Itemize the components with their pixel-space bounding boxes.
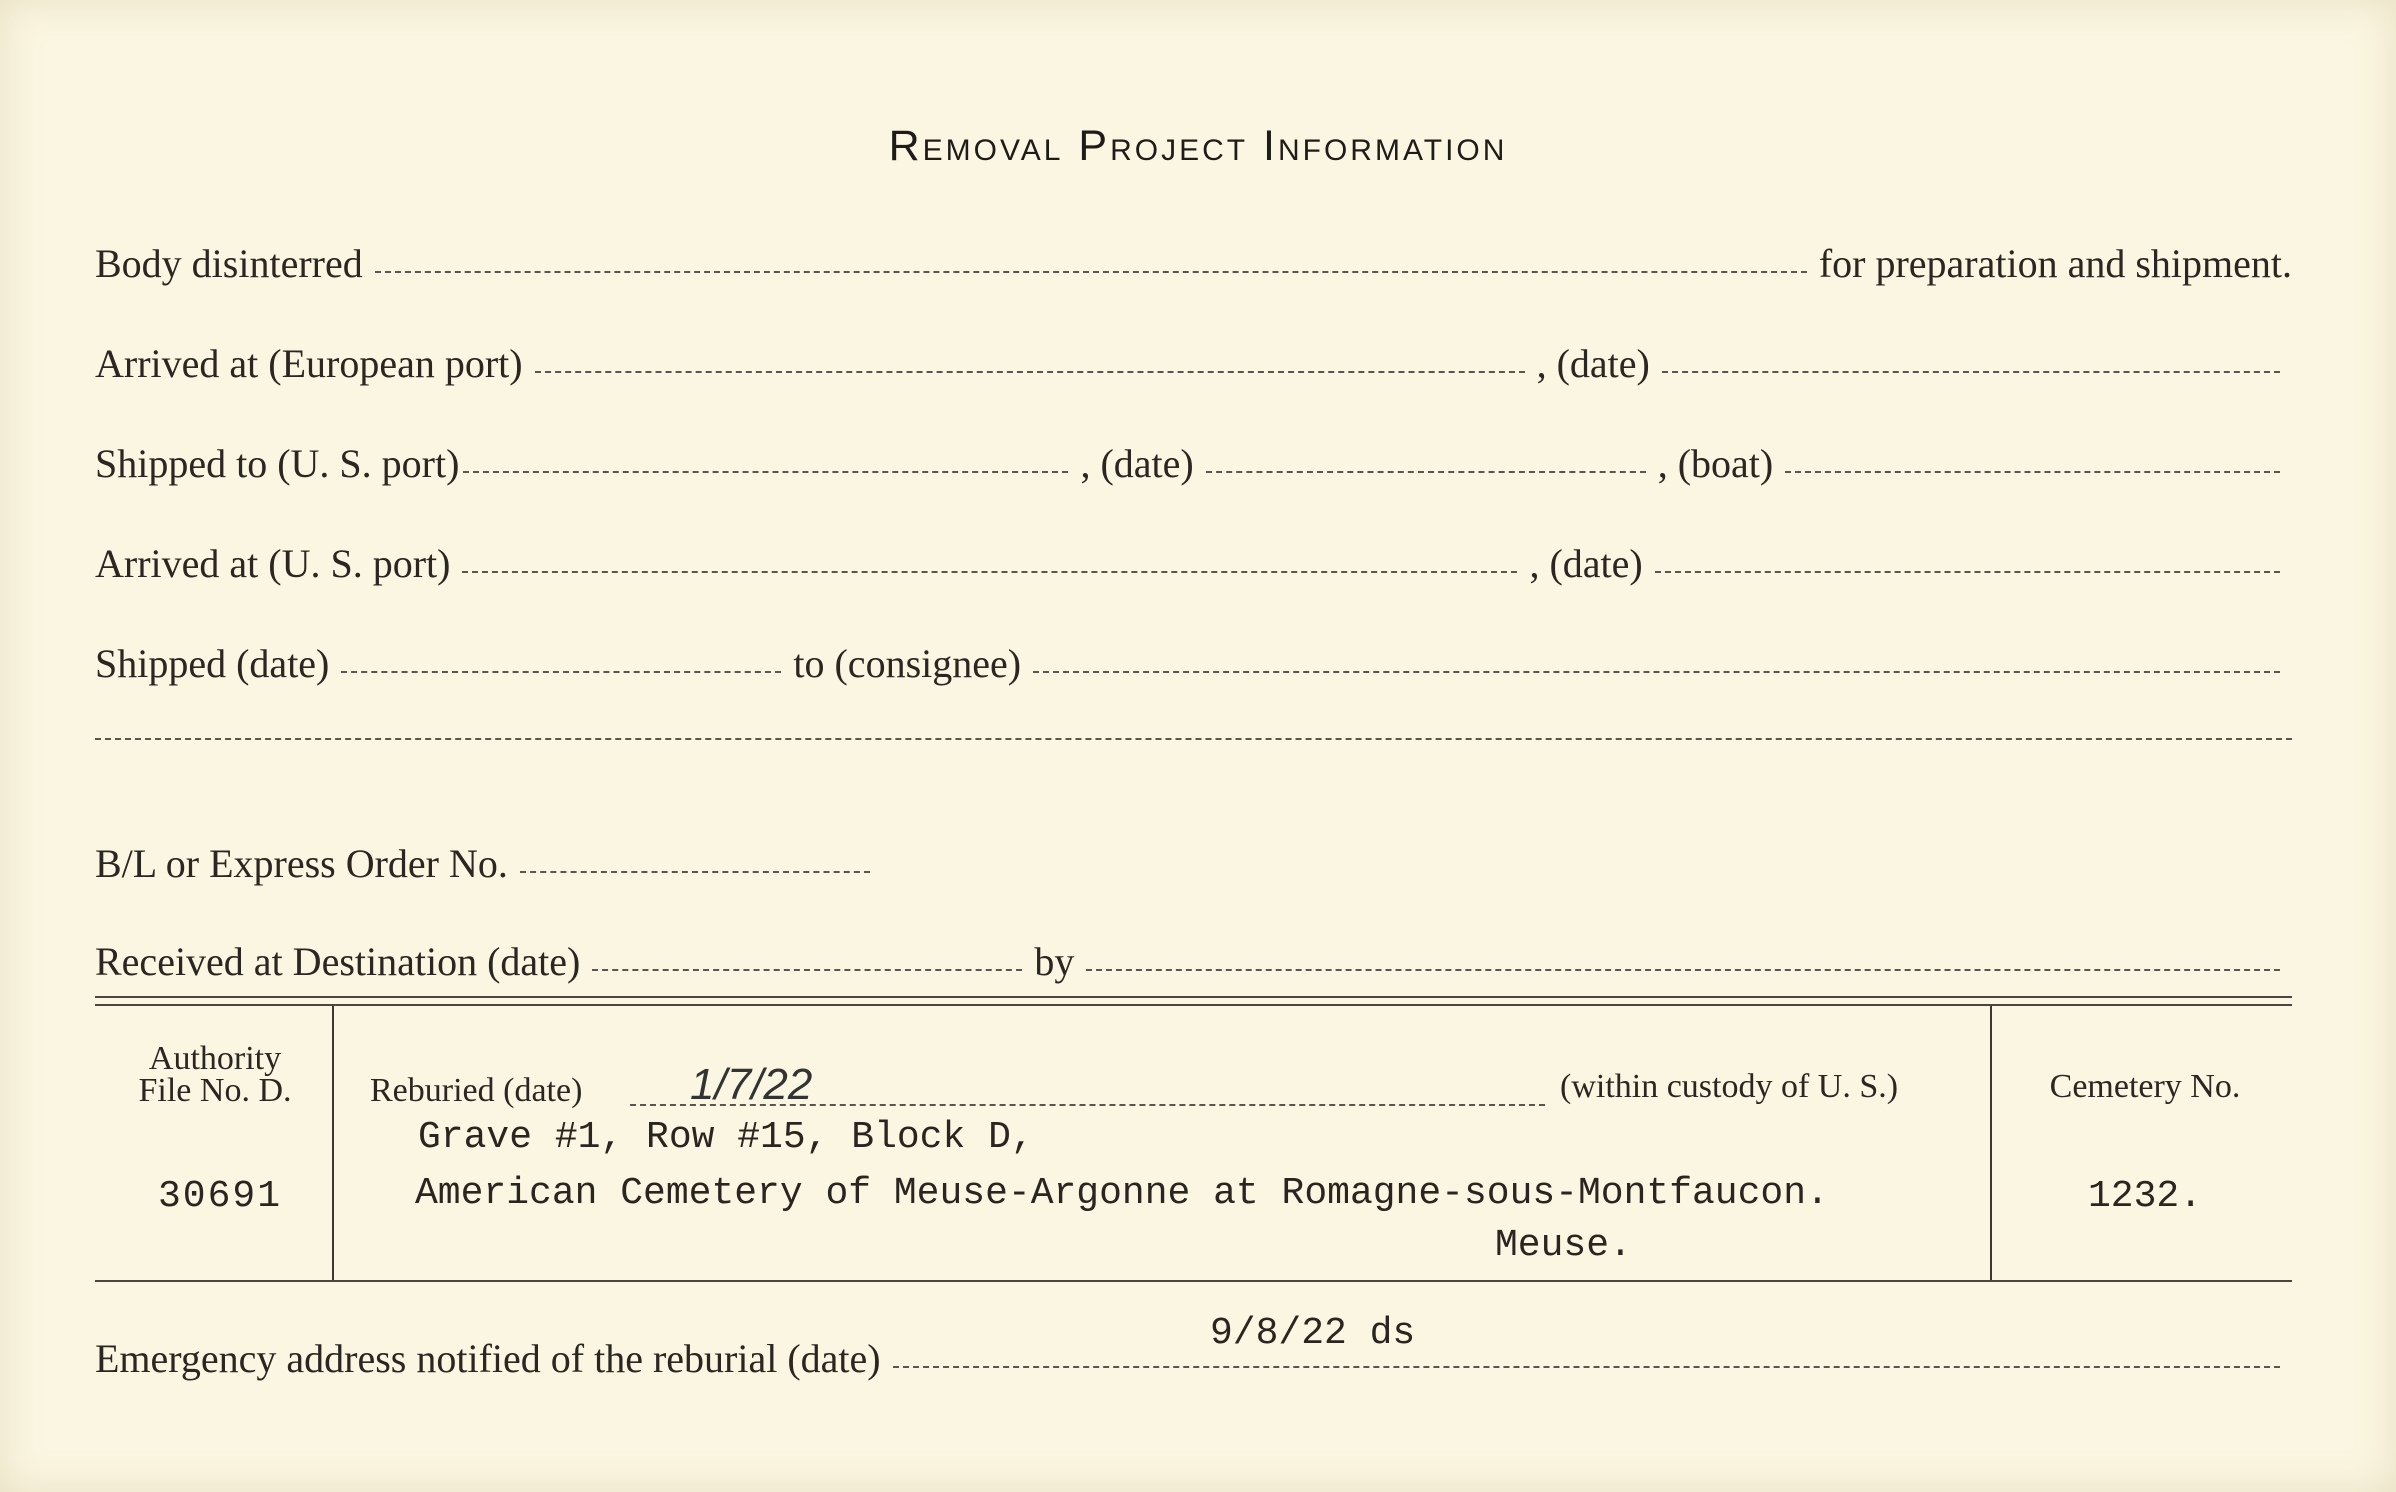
table-bottom-rule xyxy=(95,1280,2292,1282)
date1-field[interactable] xyxy=(1662,371,2280,373)
row-shipped-us xyxy=(95,440,2292,487)
arrived-us-label: Arrived at (U. S. port) xyxy=(95,541,451,586)
blank-field[interactable] xyxy=(95,738,2292,740)
date3-label: , (date) xyxy=(1529,541,1643,586)
row-emergency xyxy=(95,1335,2292,1382)
meuse-line: Meuse. xyxy=(1495,1224,1632,1267)
file-no-value: 30691 xyxy=(157,1175,283,1218)
authority-label: Authority xyxy=(148,1040,282,1077)
date3-field[interactable] xyxy=(1655,571,2280,573)
body-disinterred-field[interactable] xyxy=(375,271,1807,273)
row-arrived-european xyxy=(95,340,2292,387)
arrived-european-label: Arrived at (European port) xyxy=(95,341,523,386)
consignee-field[interactable] xyxy=(1033,671,2280,673)
date1-label: , (date) xyxy=(1536,341,1650,386)
grave-line: Grave #1, Row #15, Block D, xyxy=(418,1116,1034,1159)
arrived-european-field[interactable] xyxy=(535,371,1525,373)
table-divider-left xyxy=(332,1006,334,1280)
reburied-label: Reburied (date) xyxy=(370,1072,583,1109)
custody-label: (within custody of U. S.) xyxy=(1560,1068,1899,1105)
cemetery-no-value: 1232. xyxy=(2087,1175,2203,1218)
file-no-label: File No. D. xyxy=(138,1072,292,1109)
arrived-us-field[interactable] xyxy=(462,571,1517,573)
table-top-rule-2 xyxy=(95,1004,2292,1006)
row-received-dest xyxy=(95,938,2292,985)
shipped-date-field[interactable] xyxy=(341,671,781,673)
shipped-us-field[interactable] xyxy=(463,471,1068,473)
shipped-us-label: Shipped to (U. S. port) xyxy=(95,441,460,486)
row-arrived-us xyxy=(95,540,2292,587)
received-dest-field[interactable] xyxy=(592,969,1022,971)
by-label: by xyxy=(1034,939,1075,984)
received-dest-label: Received at Destination (date) xyxy=(95,939,581,984)
emergency-value: 9/8/22 ds xyxy=(1210,1312,1416,1355)
emergency-label: Emergency address notified of the reburial (date) xyxy=(95,1336,881,1381)
bl-order-label: B/L or Express Order No. xyxy=(95,841,508,886)
row-shipped-date xyxy=(95,640,2292,687)
boat-label: , (boat) xyxy=(1657,441,1774,486)
body-disinterred-suffix: for preparation and shipment. xyxy=(1818,241,2292,286)
date2-field[interactable] xyxy=(1206,471,1646,473)
boat-field[interactable] xyxy=(1785,471,2280,473)
emergency-field[interactable] xyxy=(893,1366,2280,1368)
by-field[interactable] xyxy=(1086,969,2280,971)
card-title: Removal Project Information xyxy=(888,122,1508,170)
body-disinterred-label: Body disinterred xyxy=(95,241,363,286)
bl-order-field[interactable] xyxy=(520,871,870,873)
table-top-rule-1 xyxy=(95,996,2292,998)
date2-label: , (date) xyxy=(1080,441,1194,486)
table-divider-right xyxy=(1990,1006,1992,1280)
consignee-label: to (consignee) xyxy=(793,641,1022,686)
shipped-date-label: Shipped (date) xyxy=(95,641,330,686)
cemetery-line: American Cemetery of Meuse-Argonne at Romagne-sous-Montfaucon. xyxy=(415,1172,1829,1215)
cemetery-no-label: Cemetery No. xyxy=(2049,1068,2241,1105)
row-body-disinterred xyxy=(95,240,2292,287)
reburied-date: 1/7/22 xyxy=(690,1060,813,1109)
row-blank xyxy=(95,742,2292,744)
row-bl-order xyxy=(95,840,2292,887)
